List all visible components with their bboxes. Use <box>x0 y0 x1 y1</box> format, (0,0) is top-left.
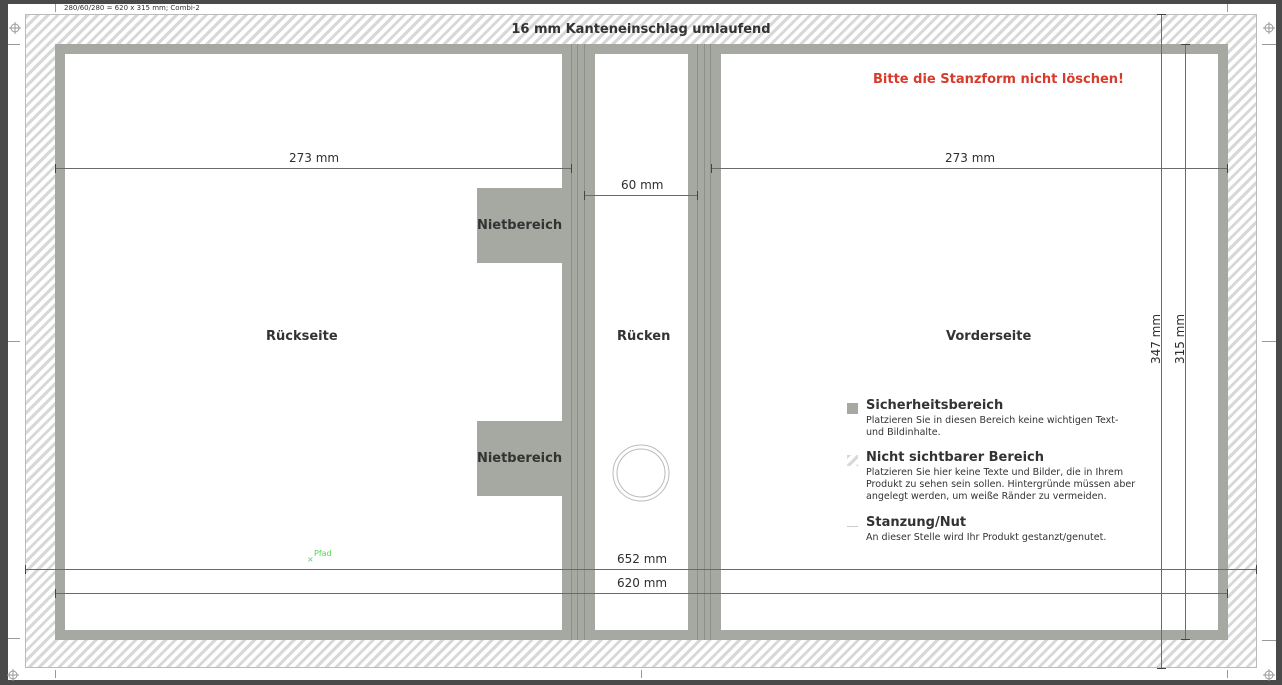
legend <box>847 398 1137 555</box>
spec-label: 280/60/280 = 620 x 315 mm; Combi-2 <box>64 4 200 12</box>
line-icon <box>847 526 858 527</box>
legend-title: Sicherheitsbereich <box>866 398 1004 413</box>
legend-item-safety <box>847 398 1137 450</box>
crop-mark <box>1262 341 1276 342</box>
dimension-tick <box>571 164 572 173</box>
gray-square-icon <box>847 403 858 414</box>
width-label: 620 mm <box>617 576 668 590</box>
height-label: 315 mm <box>1173 313 1188 365</box>
crop-mark <box>55 4 56 12</box>
bleed-width-label: 652 mm <box>617 552 668 566</box>
legend-title: Nicht sichtbarer Bereich <box>866 450 1045 465</box>
crop-mark <box>641 670 642 678</box>
dimension-tick <box>584 191 585 200</box>
ring-hole-icon <box>612 444 670 502</box>
crop-mark <box>8 341 20 342</box>
back-width-label: 273 mm <box>289 151 340 165</box>
hatch-square-icon <box>847 455 858 466</box>
legend-item-bleed <box>847 450 1137 515</box>
fold-line <box>704 44 705 640</box>
crop-mark <box>55 670 56 678</box>
legend-line: An dieser Stelle wird Ihr Produkt gestanzt/genutet. <box>866 532 1107 543</box>
crop-mark <box>1227 670 1228 678</box>
legend-item-die-cut <box>847 515 1137 555</box>
fold-line <box>710 44 711 640</box>
front-panel-label: Vorderseite <box>946 329 1032 344</box>
dimension-tick <box>1227 589 1228 598</box>
legend-line: Platzieren Sie in diesen Bereich keine wichtigen Text- <box>866 415 1119 426</box>
dimension-tick <box>1227 164 1228 173</box>
dimension-tick <box>55 164 56 173</box>
rivet-area-label: Nietbereich <box>476 218 563 233</box>
dimension-line <box>25 569 1257 570</box>
dimension-tick <box>1181 44 1190 45</box>
dimension-line <box>711 168 1228 169</box>
spine-width-label: 60 mm <box>621 178 664 192</box>
legend-description <box>866 532 1106 544</box>
spine-panel-label: Rücken <box>617 329 671 344</box>
fold-line <box>697 44 698 640</box>
legend-line: Produkt zu sehen sein sollen. Hintergründe müssen aber <box>866 479 1136 490</box>
registration-mark-icon <box>7 666 19 678</box>
fold-line <box>577 44 578 640</box>
path-marker-icon: × <box>307 555 314 564</box>
dimension-tick <box>25 565 26 574</box>
dimension-tick <box>697 191 698 200</box>
crop-mark <box>8 638 20 639</box>
dimension-tick <box>55 589 56 598</box>
rivet-area-top <box>477 188 562 263</box>
crop-mark <box>1227 4 1228 12</box>
dimension-line <box>584 195 698 196</box>
legend-line: Platzieren Sie hier keine Texte und Bilder, die in Ihrem <box>866 467 1124 478</box>
dimension-tick <box>711 164 712 173</box>
edge-label: 16 mm Kanteneinschlag umlaufend <box>511 22 771 37</box>
front-width-label: 273 mm <box>945 151 996 165</box>
fold-line <box>584 44 585 640</box>
dimension-tick <box>1157 668 1166 669</box>
dimension-line <box>55 593 1228 594</box>
crop-mark <box>1262 44 1276 45</box>
dimension-tick <box>1181 639 1190 640</box>
dimension-line <box>55 168 572 169</box>
rivet-area-bottom <box>477 421 562 496</box>
dimension-tick <box>1157 14 1166 15</box>
crop-mark <box>8 44 20 45</box>
back-panel-label: Rückseite <box>266 329 338 344</box>
legend-line: und Bildinhalte. <box>866 427 941 438</box>
path-marker-label: Pfad <box>314 549 332 558</box>
rivet-area-label: Nietbereich <box>476 451 563 466</box>
legend-line: angelegt werden, um weiße Ränder zu vermeiden. <box>866 491 1107 502</box>
legend-description <box>866 415 1118 439</box>
fold-line <box>571 44 572 640</box>
legend-title: Stanzung/Nut <box>866 515 967 530</box>
bleed-height-label: 347 mm <box>1149 313 1164 365</box>
crop-mark <box>1262 640 1276 641</box>
registration-mark-icon <box>1263 666 1275 678</box>
dimension-tick <box>1256 565 1257 574</box>
warning-text: Bitte die Stanzform nicht löschen! <box>873 72 1124 87</box>
legend-description <box>866 467 1135 503</box>
